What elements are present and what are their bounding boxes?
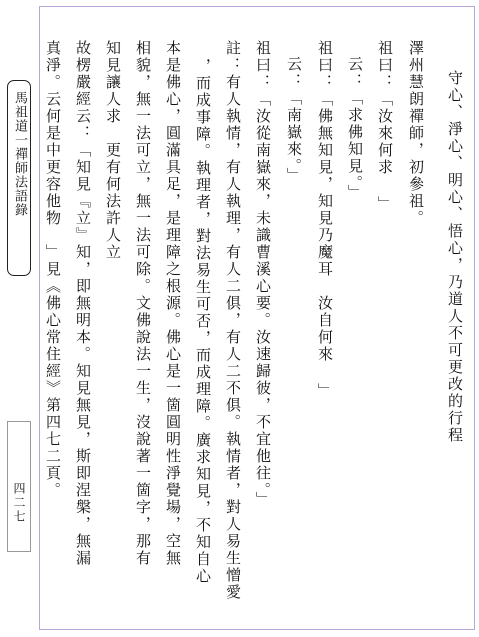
text-column-12: 知見讓人求 更有何法許人立 xyxy=(104,40,122,261)
text-column-10: 本是佛心，圓滿具足，是理障之根源。佛心是一箇圓明性淨覺場，空無 xyxy=(164,40,182,567)
text-column-4: 云：「求佛知見。」 xyxy=(346,56,364,202)
book-title-tab: 馬祖道一禪師法語錄 xyxy=(7,80,31,276)
text-column-8: 註：有人執情，有人執理，有人二俱，有人二不俱。執情者，對人易生憎愛 xyxy=(224,40,242,601)
text-column-7: 祖曰：「汝從南嶽來，未識曹溪心要。汝速歸彼，不宜他往。」 xyxy=(254,40,272,509)
text-column-9: ，而成事障。執理者，對法易生可否，而成理障。廣求知見，不知自心 xyxy=(194,58,212,585)
text-column-14: 真淨。云何是中更容他物 」見《佛心常住經》第四七二頁。 xyxy=(44,40,62,499)
text-column-1: 守心、淨心、明心、悟心，乃道人不可更改的行程 xyxy=(446,70,464,444)
text-column-13: 故楞嚴經云：「知見『立』知，即無明本。知見無見，斯即涅槃，無漏 xyxy=(74,40,92,567)
text-column-11: 相貌，無一法可立，無一法可除。文佛說法一生，沒說著一箇字，那有 xyxy=(134,40,152,567)
text-column-6: 云：「南嶽來。」 xyxy=(285,56,303,185)
page-number: 四二七 xyxy=(7,421,31,552)
text-column-5: 祖曰：「佛無知見，知見乃魔耳 汝自何來 」 xyxy=(316,40,334,400)
text-column-2: 澤州慧朗禪師，初參祖。 xyxy=(407,40,425,227)
text-column-3: 祖曰：「汝來何求 」 xyxy=(376,40,394,213)
